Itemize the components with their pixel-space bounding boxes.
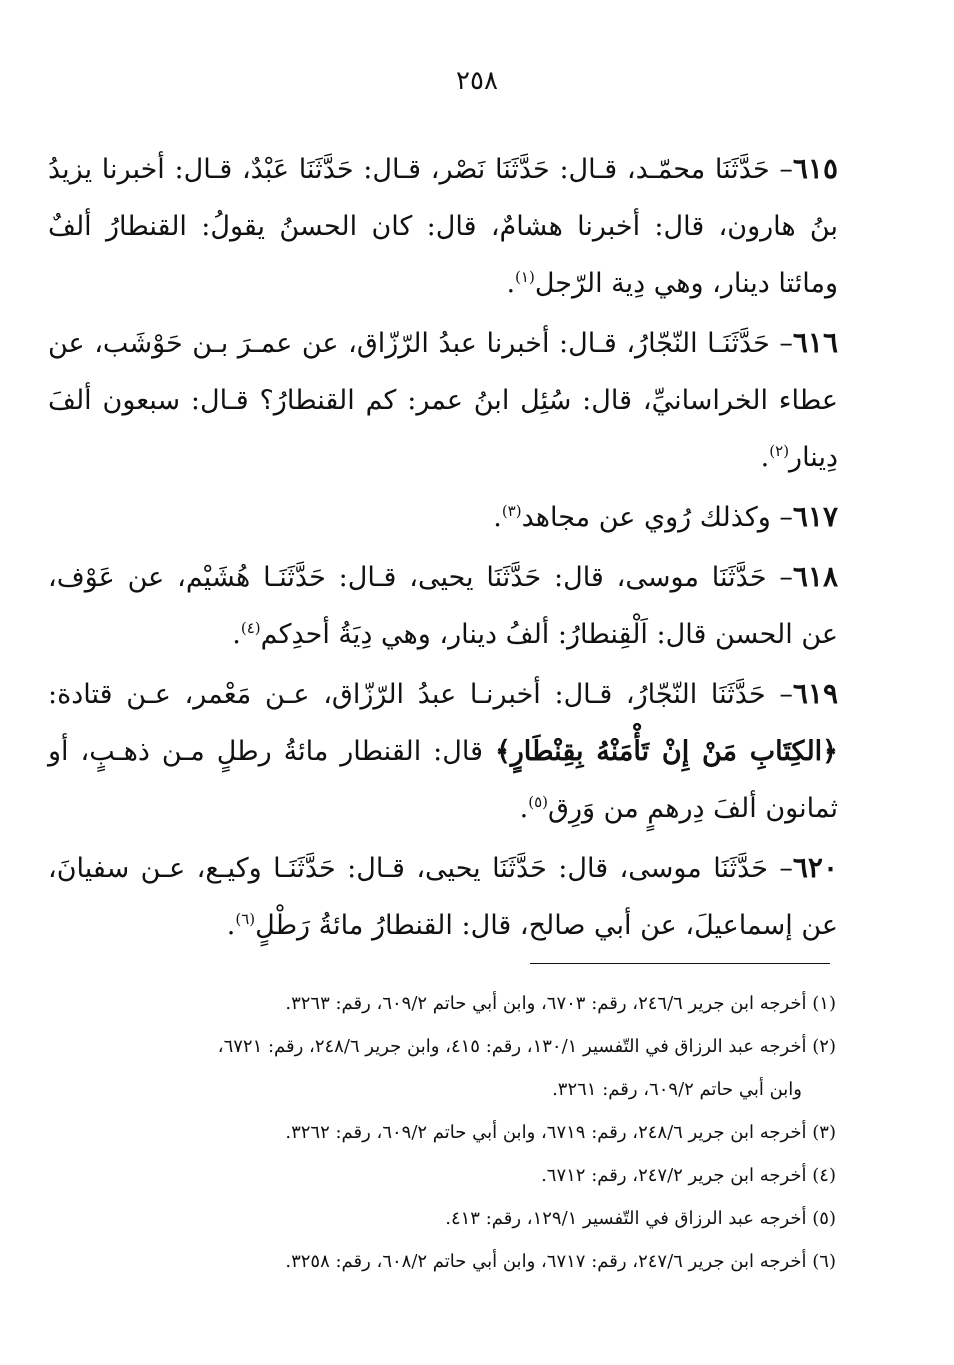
footnote-text: أخرجه ابن جرير ٢٤٦/٦، رقم: ٦٧٠٣، وابن أبي حاتم ٦٠٩/٢، رقم: ٣٢٦٣. — [285, 993, 807, 1014]
footnote-text: أخرجه ابن جرير ٢٤٧/٦، رقم: ٦٧١٧، وابن أبي حاتم ٦٠٨/٢، رقم: ٣٢٥٨. — [285, 1251, 807, 1272]
entry-number: ٦١٩ — [792, 677, 838, 710]
footnote-ref[interactable]: (٣) — [501, 502, 522, 520]
footnote-ref[interactable]: (٥) — [528, 793, 549, 811]
entry-end: . — [760, 442, 770, 473]
footnote-text: أخرجه عبد الرزاق في التّفسير ١٣٠/١، رقم: ٤١٥، وابن جرير ٢٤٨/٦، رقم: ٦٧٢١، — [217, 1036, 807, 1057]
footnote-label: (٤) — [812, 1165, 836, 1186]
entry-text: – حَدَّثَنَا موسى، قال: حَدَّثَنَا يحيى، قـال: حَدَّثَنَـا هُشَيْم، عن عَوْف، عن الحسن قال: اَلْقِنطارُ: ألفُ دينار، وهي دِيَةُ أحدِكم — [48, 562, 838, 650]
entry-end: . — [493, 502, 502, 533]
entry-620 — [48, 839, 838, 954]
footnote-label: (٢) — [812, 1036, 836, 1057]
entry-text: – وكذلك رُوي عن مجاهد — [521, 502, 793, 533]
entry-615 — [48, 140, 838, 312]
footnote-5 — [100, 1197, 836, 1240]
footnote-2-continuation: وابن أبي حاتم ٦٠٩/٢، رقم: ٣٢٦١. — [552, 1079, 802, 1100]
entry-end: . — [506, 268, 516, 299]
footnote-2 — [100, 1025, 836, 1068]
footnote-3 — [100, 1111, 836, 1154]
footnote-label: (٥) — [812, 1208, 836, 1229]
footnote-text: أخرجه ابن جرير ٢٤٨/٦، رقم: ٦٧١٩، وابن أبي حاتم ٦٠٩/٢، رقم: ٣٢٦٢. — [285, 1122, 807, 1143]
entry-text: – حَدَّثَنَـا النّجّارُ، قـال: أخبرنا عبدُ الرّزّاق، عن عمـرَ بـن حَوْشَب، عن عطاء الخراسانيِّ، قال: سُئِل ابنُ عمر: كم القنطارُ؟ قـال: سبعون ألفَ دِينار — [48, 328, 838, 473]
entry-text: – حَدَّثَنَا محمّـد، قـال: حَدَّثَنَا نَصْر، قـال: حَدَّثَنَا عَبْدٌ، قـال: أخبرنا يزيدُ بنُ هارون، قال: أخبرنا هشامٌ، قال: كان الحسنُ يقولُ: القنطارُ ألفٌ ومائتا دينار، وهي دِية الرّجل — [48, 154, 838, 299]
entry-616 — [48, 314, 838, 486]
entry-618 — [48, 548, 838, 663]
footnotes — [100, 982, 836, 1283]
entry-end: . — [232, 619, 241, 650]
footnote-ref[interactable]: (٢) — [769, 442, 790, 460]
footnote-1 — [100, 982, 836, 1025]
entry-number: ٦١٦ — [792, 326, 838, 359]
entry-text: – حَدَّثَنَا النّجّارُ، قـال: أخبرنـا عبدُ الرّزّاق، عـن مَعْمر، عـن قتادة: — [48, 679, 793, 710]
footnote-6 — [100, 1240, 836, 1283]
footnote-label: (١) — [812, 993, 836, 1014]
entry-number: ٦٢٠ — [792, 851, 838, 884]
entry-end: . — [226, 910, 236, 941]
entry-end: . — [519, 793, 529, 824]
footnote-label: (٣) — [812, 1122, 836, 1143]
quran-verse: ﴿الكِتَابِ مَنْ إِنْ تَأْمَنْهُ بِقِنْطَارٍ﴾ — [494, 736, 838, 767]
footnote-separator — [530, 963, 830, 964]
footnote-ref[interactable]: (٤) — [240, 619, 261, 637]
main-text — [48, 140, 838, 956]
entry-number: ٦١٧ — [792, 500, 838, 533]
footnote-ref[interactable]: (٦) — [235, 910, 256, 928]
footnote-label: (٦) — [812, 1251, 836, 1272]
page-number: ٢٥٨ — [456, 66, 498, 96]
entry-number: ٦١٨ — [792, 560, 838, 593]
footnote-text: أخرجه ابن جرير ٢٤٧/٢، رقم: ٦٧١٢. — [541, 1165, 807, 1186]
entry-text: – حَدَّثَنَا موسى، قال: حَدَّثَنَا يحيى، قـال: حَدَّثَنَـا وكيـع، عـن سفيانَ، عن إسماعيلَ، عن أبي صالح، قال: القنطارُ مائةُ رَطْلٍ — [48, 853, 838, 941]
entry-619 — [48, 665, 838, 837]
entry-text: قال: القنطار مائةُ رطلٍ مـن ذهـبٍ، أو ثمانون ألفَ دِرهمٍ من وَرِق — [48, 736, 838, 824]
footnote-ref[interactable]: (١) — [515, 268, 535, 286]
entry-number: ٦١٥ — [792, 152, 838, 185]
footnote-text: أخرجه عبد الرزاق في التّفسير ١٢٩/١، رقم: ٤١٣. — [445, 1208, 807, 1229]
entry-617 — [48, 488, 838, 546]
footnote-4 — [100, 1154, 836, 1197]
